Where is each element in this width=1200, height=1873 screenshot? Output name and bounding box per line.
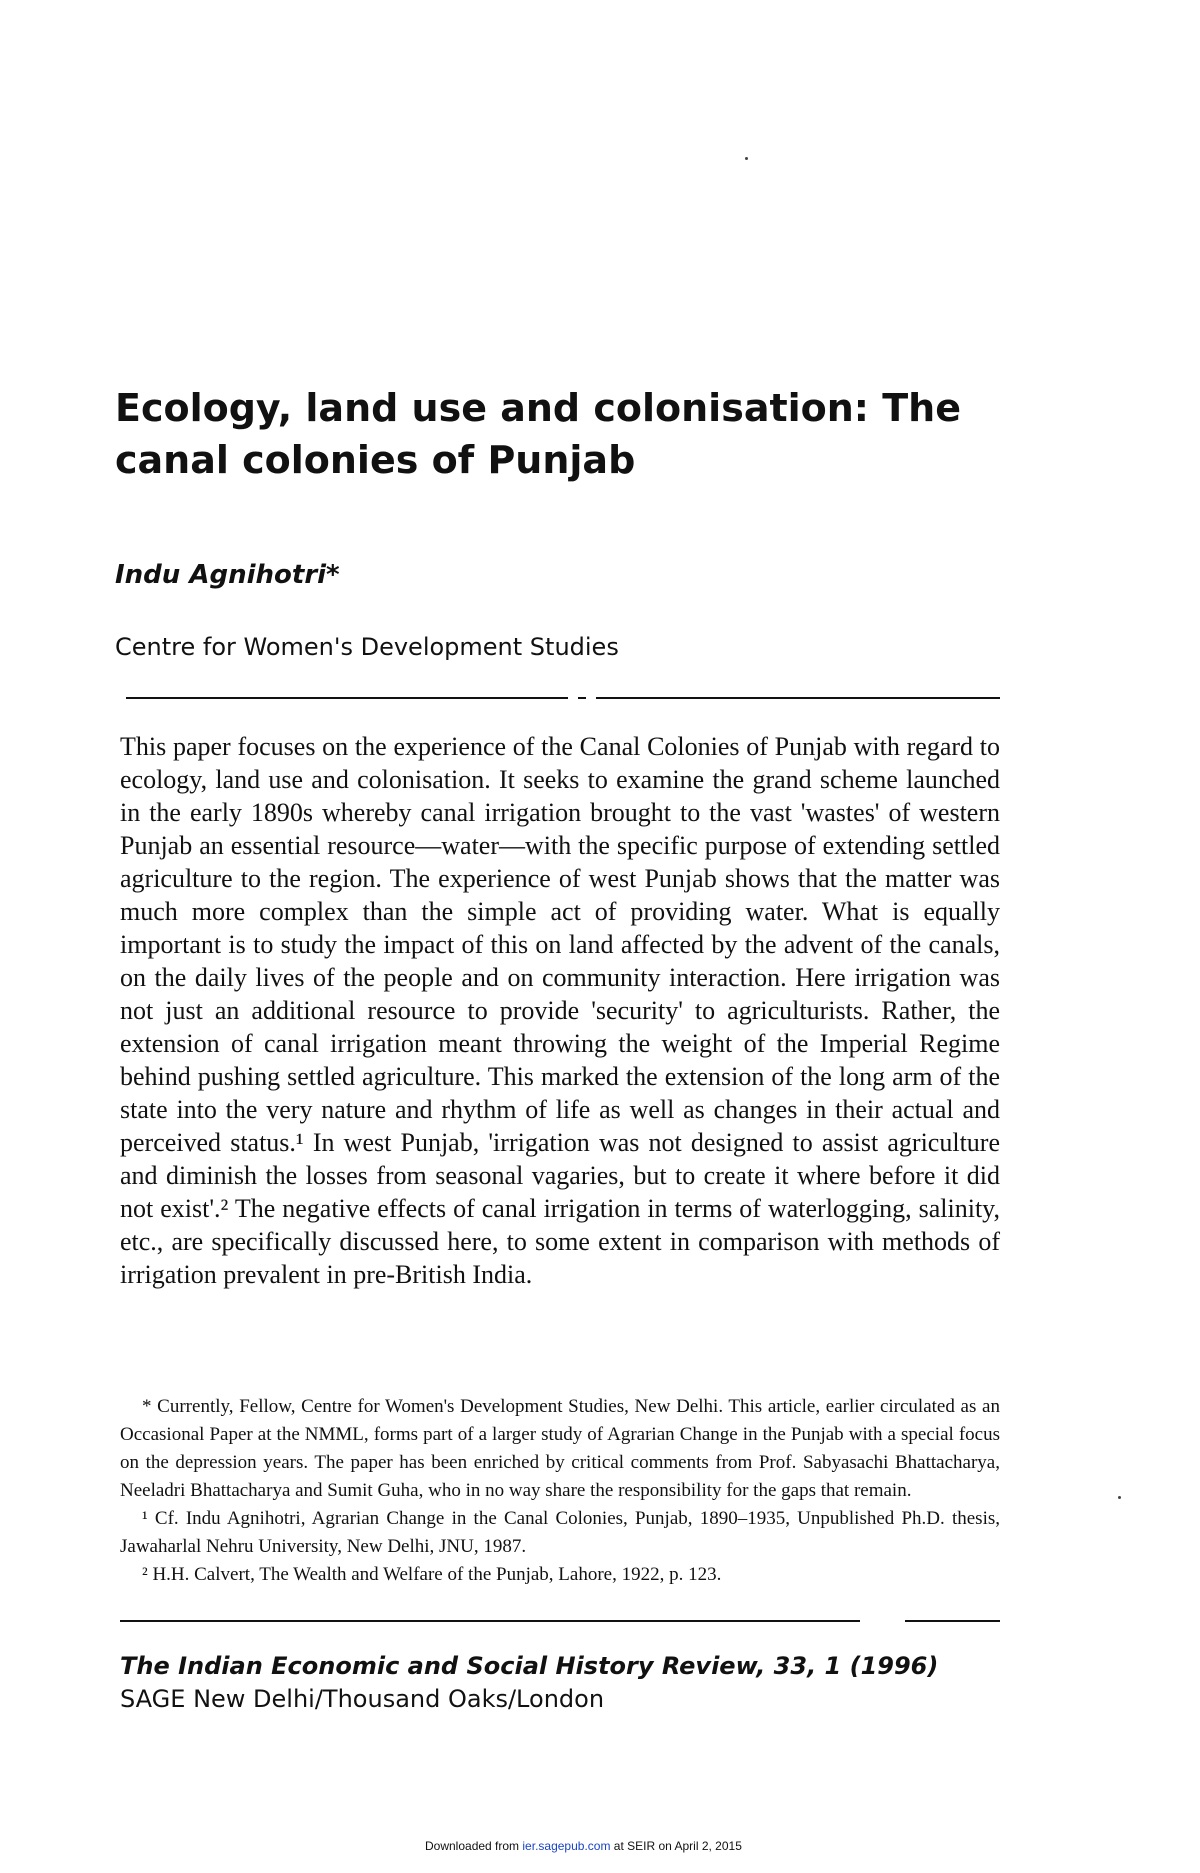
download-note bbox=[425, 1839, 742, 1853]
footnote-1: ¹ Cf. Indu Agnihotri, Agrarian Change in the Canal Colonies, Punjab, 1890–1935, Unpublished Ph.D. thesis, Jawaharlal Nehru University, New Delhi, JNU, 1987. bbox=[120, 1508, 1000, 1557]
footnotes bbox=[120, 1393, 1000, 1589]
article-title: Ecology, land use and colonisation: The canal colonies of Punjab bbox=[115, 386, 961, 482]
header-divider bbox=[578, 697, 586, 699]
publisher-line: SAGE New Delhi/Thousand Oaks/London bbox=[120, 1685, 605, 1713]
author-name: Indu Agnihotri* bbox=[115, 560, 340, 590]
journal-citation: The Indian Economic and Social History Review, 33, 1 (1996) bbox=[120, 1652, 939, 1680]
footer-divider bbox=[120, 1620, 860, 1622]
download-link[interactable]: ier.sagepub.com bbox=[522, 1839, 611, 1853]
abstract: This paper focuses on the experience of the Canal Colonies of Punjab with regard to ecology, land use and colonisation. It seeks to examine the grand scheme launched in the early 1890s whereby canal irrigation brought to the vast 'wastes' of western Punjab an essential resource—water—with the specific purpose of extending settled agriculture to the region. The experience of west Punjab shows that the matter was much more complex than the simple act of providing water. What is equally important is to study the impact of this on land affected by the advent of the canals, on the daily lives of the people and on community interaction. Here irrigation was not just an additional resource to provide 'security' to agriculturists. Rather, the extension of canal irrigation meant throwing the weight of the Imperial Regime behind pushing settled agriculture. This marked the extension of the long arm of the state into the very nature and rhythm of life as well as changes in their actual and perceived status.¹ In west Punjab, 'irrigation was not designed to assist agriculture and diminish the losses from seasonal vagaries, but to create it where before it did not exist'.² The negative effects of canal irrigation in terms of waterlogging, salinity, etc., are specifically discussed here, to some extent in comparison with methods of irrigation prevalent in pre-British India. bbox=[120, 732, 1000, 1289]
header-divider bbox=[596, 697, 1000, 699]
scan-speck bbox=[745, 157, 748, 160]
header-divider bbox=[126, 697, 568, 699]
scan-speck bbox=[1118, 1496, 1121, 1499]
download-suffix: at SEIR on April 2, 2015 bbox=[610, 1839, 742, 1853]
footnote-author: * Currently, Fellow, Centre for Women's Development Studies, New Delhi. This article, earlier circulated as an Occasional Paper at the NMML, forms part of a larger study of Agrarian Change in the Punjab with a special focus on the depression years. The paper has been enriched by critical comments from Prof. Sabyasachi Bhattacharya, Neeladri Bhattacharya and Sumit Guha, who in no way share the responsibility for the gaps that remain. bbox=[120, 1396, 1000, 1501]
footnote-2: ² H.H. Calvert, The Wealth and Welfare of the Punjab, Lahore, 1922, p. 123. bbox=[142, 1564, 722, 1585]
author-affiliation: Centre for Women's Development Studies bbox=[115, 633, 619, 661]
download-prefix: Downloaded from bbox=[425, 1839, 523, 1853]
footer-divider bbox=[905, 1620, 1000, 1622]
